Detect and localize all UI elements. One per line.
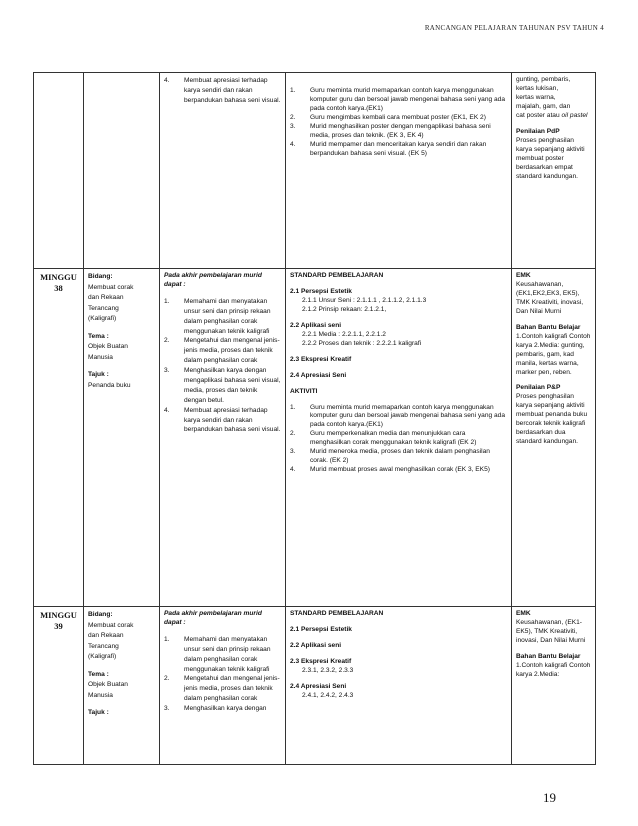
notes-cell: gunting, pembaris, kertas lukisan, kertas warna, majalah, gam, dan cat poster atau oil pastel Penilaian PdP Proses penghasilan karya sepanjang aktiviti membuat poster berdasarkan empat standard kandungan. — [512, 73, 596, 269]
objective-item: 3. Menghasilkan karya dengan mengaplikasi bahasa seni visual, media, proses dan teknik dengan betul. — [164, 367, 281, 404]
week-38-row — [34, 269, 596, 607]
lesson-plan-table — [33, 72, 596, 765]
notes-cell: EMK Keusahawanan, (EK1,EK2,EK3, EK5), TMK Kreativiti, inovasi, Dan Nilai Murni Bahan Bantu Belajar 1.Contoh kaligrafi Contoh karya 2.Media: gunting, pembaris, gam, kad manila, kertas warna, marker pen, reben. Penilaian P&P Proses penghasilan karya sepanjang aktiviti membuat penanda buku bercorak teknik kaligrafi berdasarkan dua standard kandungan. — [512, 269, 596, 607]
objective-item: 2. Mengetahui dan mengenal jenis-jenis media, proses dan teknik dalam penghasilan corak — [164, 337, 280, 365]
week-39-row — [34, 607, 596, 765]
field-cell: Bidang: Membuat corak dan Rekaan Terancang (Kaligrafi) Tema : Objek Buatan Manusia Tajuk : Penanda buku — [84, 269, 160, 607]
activity-item: 2. Guru mengimbas kembali cara membuat poster (EK1, EK 2) — [290, 113, 486, 121]
objectives-cell: Pada akhir pembelajaran murid dapat : 1. Memahami dan menyatakan unsur seni dan prinsip rekaan dalam penghasilan corak menggunakan teknik kaligrafi 2. Mengetahui dan mengenal jenis-jenis media, proses dan teknik dalam penghasilan corak 3. Menghasilkan karya dengan — [160, 607, 286, 765]
assessment-title: Penilaian PdP — [516, 127, 560, 135]
continuation-row — [34, 73, 596, 269]
field-cell: Bidang: Membuat corak dan Rekaan Terancang (Kaligrafi) Tema : Objek Buatan Manusia Tajuk : — [84, 607, 160, 765]
standards-cell: STANDARD PEMBELAJARAN 2.1 Persepsi Estetik 2.2 Aplikasi seni 2.3 Ekspresi Kreatif 2.3.1, 2.3.2, 2.3.3 2.4 Apresiasi Seni 2.4.1, 2.4.2, 2.4.3 — [286, 607, 512, 765]
objective-item: 4. Membuat apresiasi terhadap karya sendiri dan rakan berpandukan bahasa seni visual. — [164, 406, 281, 434]
week-label: MINGGU 38 — [34, 269, 84, 607]
activity-item: 3. Murid meneroka media, proses dan teknik dalam penghasilan corak. (EK 2) — [290, 448, 490, 465]
activity-item: 4. Murid membuat proses awal menghasilkan corak (EK 3, EK5) — [290, 466, 490, 474]
document-header: RANCANGAN PELAJARAN TAHUNAN PSV TAHUN 4 — [424, 24, 604, 32]
notes-cell: EMK Keusahawanan, (EK1- EK5), TMK Kreativiti, inovasi, Dan Nilai Murni Bahan Bantu Belajar 1.Contoh kaligrafi Contoh karya 2.Media: — [512, 607, 596, 765]
objective-item: 1. Memahami dan menyatakan unsur seni dan prinsip rekaan dalam penghasilan corak menggunakan teknik kaligrafi — [164, 635, 271, 673]
field-cell — [84, 73, 160, 269]
activity-item: 4. Murid mempamer dan menceritakan karya sendiri dan rakan berpandukan bahasa seni visual. (EK 5) — [290, 140, 487, 157]
assessment-text: Proses penghasilan karya sepanjang aktiviti membuat poster berdasarkan empat standard kandungan. — [516, 136, 585, 180]
objective-item: 3. Menghasilkan karya dengan — [164, 705, 267, 713]
objectives-cell — [160, 73, 286, 269]
page-number: 19 — [543, 790, 556, 805]
objective-item: 4. Membuat apresiasi terhadap karya sendiri dan rakan berpandukan bahasa seni visual. — [164, 77, 281, 104]
week-label: MINGGU 39 — [34, 607, 84, 765]
standards-cell: STANDARD PEMBELAJARAN 2.1 Persepsi Estetik 2.1.1 Unsur Seni : 2.1.1.1 , 2.1.1.2, 2.1.1.3 2.1.2 Prinsip rekaan: 2.1.2.1, 2.2 Aplikasi seni 2.2.1 Media : 2.2.1.1, 2.2.1.2 2.2.2 Proses dan teknik : 2.2.2.1 kaligrafi 2.3 Ekspresi Kreatif 2.4 Apresiasi Seni AKTIVITI 1. Guru meminta murid memaparkan contoh karya menggunakan komputer guru dan bersoal jawab mengenai bahasa seni yang ada pada contoh karya.(EK1) 2. Guru memperkenalkan media dan menunjukkan cara menghasilkan corak menggunakan teknik kaligrafi (EK 2) 3. Murid meneroka media, proses dan teknik dalam penghasilan corak. (EK 2) 4. Murid membuat proses awal menghasilkan corak (EK 3, EK5) — [286, 269, 512, 607]
activity-item: 3. Murid menghasilkan poster dengan mengaplikasi bahasa seni media, proses dan teknik. (EK 3, EK 4) — [290, 122, 491, 139]
week-cell — [34, 73, 84, 269]
objective-item: 2. Mengetahui dan mengenal jenis-jenis media, proses dan teknik dalam penghasilan corak — [164, 675, 280, 703]
activity-item: 2. Guru memperkenalkan media dan menunjukkan cara menghasilkan corak menggunakan teknik kaligrafi (EK 2) — [290, 430, 477, 447]
objective-item: 1. Memahami dan menyatakan unsur seni dan prinsip rekaan dalam penghasilan corak menggunakan teknik kaligrafi — [164, 297, 271, 335]
activity-item: 1. Guru meminta murid memaparkan contoh karya menggunakan komputer guru dan bersoal jawab mengenai bahasa seni yang ada pada contoh karya.(EK1) — [290, 403, 506, 429]
objectives-cell: Pada akhir pembelajaran murid dapat : 1. Memahami dan menyatakan unsur seni dan prinsip rekaan dalam penghasilan corak menggunakan teknik kaligrafi 2. Mengetahui dan mengenal jenis-jenis media, proses dan teknik dalam penghasilan corak 3. Menghasilkan karya dengan mengaplikasi bahasa seni visual, media, proses dan teknik dengan betul. 4. Membuat apresiasi terhadap karya sendiri dan rakan berpandukan bahasa seni visual. — [160, 269, 286, 607]
activity-item: 1. Guru meminta murid memaparkan contoh karya menggunakan komputer guru dan bersoal jawab mengenai bahasa seni yang ada pada contoh karya.(EK1) — [290, 87, 506, 112]
activities-cell — [286, 73, 512, 269]
